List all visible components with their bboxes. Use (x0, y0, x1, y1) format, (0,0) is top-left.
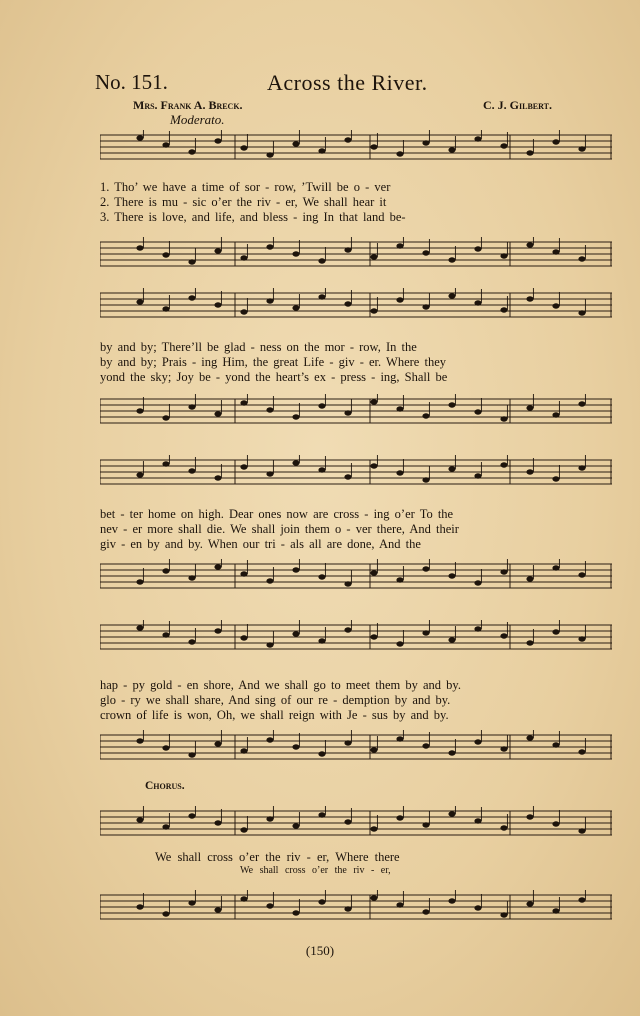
staff-lines (100, 730, 612, 764)
note-head (136, 299, 143, 304)
note-head (370, 634, 377, 639)
note-head (578, 828, 585, 833)
note-head (500, 569, 507, 574)
note-head (136, 904, 143, 909)
note-head (474, 409, 481, 414)
treble-staff (100, 130, 612, 164)
note-head (474, 905, 481, 910)
note-head (500, 912, 507, 917)
note-head (526, 405, 533, 410)
note-head (292, 631, 299, 636)
treble-staff (100, 620, 612, 654)
note-head (240, 255, 247, 260)
note-head (474, 818, 481, 823)
note-head (292, 460, 299, 465)
note-head (188, 900, 195, 905)
note-head (214, 411, 221, 416)
note-head (578, 256, 585, 261)
note-head (422, 822, 429, 827)
staff-lines (100, 620, 612, 654)
note-head (292, 744, 299, 749)
note-head (318, 751, 325, 756)
bass-staff (100, 559, 612, 593)
note-head (188, 149, 195, 154)
composer-credit: C. J. Gilbert. (483, 98, 552, 112)
note-head (578, 465, 585, 470)
note-head (474, 580, 481, 585)
note-head (578, 897, 585, 902)
note-head (526, 296, 533, 301)
note-head (292, 910, 299, 915)
note-head (344, 474, 351, 479)
note-head (162, 911, 169, 916)
note-head (396, 736, 403, 741)
note-head (136, 408, 143, 413)
chorus-lyric: We shall cross o’er the riv - er, Where there (155, 850, 400, 864)
note-head (344, 301, 351, 306)
note-head (552, 821, 559, 826)
note-head (422, 250, 429, 255)
lyric-line: 2. There is mu - sic o’er the riv - er, We shall hear it (100, 195, 387, 209)
note-head (526, 735, 533, 740)
treble-staff (100, 455, 612, 489)
note-head (162, 568, 169, 573)
note-head (396, 902, 403, 907)
lyric-line: giv - en by and by. When our tri - als all are done, And the (100, 537, 421, 551)
note-head (188, 813, 195, 818)
note-head (188, 575, 195, 580)
note-head (526, 150, 533, 155)
note-head (266, 244, 273, 249)
note-head (266, 903, 273, 908)
note-head (370, 308, 377, 313)
note-head (474, 246, 481, 251)
note-head (240, 571, 247, 576)
note-head (552, 908, 559, 913)
note-head (188, 468, 195, 473)
note-head (136, 738, 143, 743)
note-head (370, 570, 377, 575)
note-head (396, 151, 403, 156)
note-head (422, 566, 429, 571)
staff-lines (100, 130, 612, 164)
note-head (240, 748, 247, 753)
note-head (578, 146, 585, 151)
note-head (318, 148, 325, 153)
bass-staff (100, 730, 612, 764)
note-head (448, 257, 455, 262)
note-head (136, 579, 143, 584)
note-head (552, 565, 559, 570)
note-head (136, 245, 143, 250)
note-head (136, 817, 143, 822)
note-head (266, 152, 273, 157)
note-head (240, 309, 247, 314)
note-head (526, 640, 533, 645)
note-head (214, 907, 221, 912)
note-head (526, 242, 533, 247)
note-head (188, 404, 195, 409)
note-head (240, 827, 247, 832)
lyric-line: by and by; There’ll be glad - ness on the mor - row, In the (100, 340, 417, 354)
note-head (552, 249, 559, 254)
note-head (448, 466, 455, 471)
staff-lines (100, 455, 612, 489)
note-head (162, 252, 169, 257)
note-head (448, 750, 455, 755)
note-head (396, 577, 403, 582)
note-head (578, 749, 585, 754)
page-number: (150) (305, 943, 335, 958)
note-head (500, 307, 507, 312)
note-head (526, 469, 533, 474)
note-head (292, 823, 299, 828)
staff-lines (100, 559, 612, 593)
note-head (422, 304, 429, 309)
note-head (162, 461, 169, 466)
note-head (422, 140, 429, 145)
note-head (162, 824, 169, 829)
treble-staff (100, 806, 612, 840)
note-head (526, 901, 533, 906)
note-head (422, 630, 429, 635)
note-head (136, 135, 143, 140)
note-head (474, 473, 481, 478)
note-head (318, 899, 325, 904)
note-head (188, 259, 195, 264)
note-head (578, 401, 585, 406)
note-head (474, 300, 481, 305)
note-head (500, 462, 507, 467)
note-head (136, 472, 143, 477)
note-head (344, 410, 351, 415)
note-head (162, 632, 169, 637)
lyric-line: yond the sky; Joy be - yond the heart’s ex - press - ing, Shall be (100, 370, 448, 384)
lyric-line: bet - ter home on high. Dear ones now are cross - ing o’er To the (100, 507, 454, 521)
note-head (396, 406, 403, 411)
note-head (448, 811, 455, 816)
note-head (370, 747, 377, 752)
note-head (578, 572, 585, 577)
note-head (552, 476, 559, 481)
hymn-header (95, 70, 615, 127)
note-head (188, 752, 195, 757)
note-head (266, 816, 273, 821)
note-head (344, 740, 351, 745)
note-head (214, 741, 221, 746)
note-head (500, 825, 507, 830)
note-head (370, 144, 377, 149)
lyric-line: crown of life is won, Oh, we shall reign with Je - sus by and by. (100, 708, 449, 722)
note-head (240, 400, 247, 405)
note-head (552, 629, 559, 634)
note-head (240, 464, 247, 469)
note-head (344, 247, 351, 252)
chorus-bass-lyric: We shall cross o’er the riv - er, (240, 865, 391, 876)
note-head (448, 573, 455, 578)
note-head (318, 638, 325, 643)
note-head (396, 470, 403, 475)
note-head (448, 147, 455, 152)
note-head (370, 895, 377, 900)
hymn-number: No. 151. (95, 70, 168, 94)
note-head (266, 298, 273, 303)
lyric-line: hap - py gold - en shore, And we shall go to meet them by and by. (100, 678, 461, 692)
note-head (344, 581, 351, 586)
note-head (162, 745, 169, 750)
note-head (292, 251, 299, 256)
note-head (162, 142, 169, 147)
note-head (292, 567, 299, 572)
note-head (214, 248, 221, 253)
note-head (266, 407, 273, 412)
note-head (214, 564, 221, 569)
hymn-title: Across the River. (267, 70, 428, 95)
note-head (188, 295, 195, 300)
note-head (552, 303, 559, 308)
note-head (526, 576, 533, 581)
note-head (578, 636, 585, 641)
note-head (292, 305, 299, 310)
staff-lines (100, 394, 612, 428)
note-head (188, 639, 195, 644)
note-head (396, 243, 403, 248)
note-head (552, 742, 559, 747)
author-credit: Mrs. Frank A. Breck. (133, 98, 243, 112)
lyric-line: nev - er more shall die. We shall join them o - ver there, And their (100, 522, 459, 536)
note-head (396, 641, 403, 646)
note-head (136, 625, 143, 630)
note-head (292, 414, 299, 419)
bass-staff (100, 394, 612, 428)
treble-staff (100, 288, 612, 322)
note-head (214, 138, 221, 143)
note-head (422, 909, 429, 914)
note-head (292, 141, 299, 146)
note-head (214, 628, 221, 633)
note-head (552, 139, 559, 144)
note-head (370, 463, 377, 468)
note-head (240, 635, 247, 640)
lyric-line: by and by; Prais - ing Him, the great Life - giv - er. Where they (100, 355, 446, 369)
note-head (240, 145, 247, 150)
staff-lines (100, 806, 612, 840)
note-head (422, 477, 429, 482)
note-head (266, 578, 273, 583)
note-head (396, 297, 403, 302)
note-head (266, 642, 273, 647)
note-head (266, 471, 273, 476)
note-head (318, 403, 325, 408)
note-head (422, 413, 429, 418)
note-head (214, 302, 221, 307)
note-head (344, 137, 351, 142)
note-head (474, 136, 481, 141)
note-head (318, 467, 325, 472)
note-head (448, 402, 455, 407)
note-head (344, 627, 351, 632)
note-head (162, 306, 169, 311)
note-head (526, 814, 533, 819)
note-head (422, 743, 429, 748)
note-head (370, 254, 377, 259)
note-head (162, 415, 169, 420)
note-head (318, 294, 325, 299)
staff-lines (100, 288, 612, 322)
note-head (370, 826, 377, 831)
note-head (370, 399, 377, 404)
note-head (500, 253, 507, 258)
note-head (578, 310, 585, 315)
chorus-label: Chorus. (145, 780, 185, 792)
note-head (344, 819, 351, 824)
lyric-line: glo - ry we shall share, And sing of our re - demption by and by. (100, 693, 451, 707)
note-head (448, 293, 455, 298)
note-head (318, 574, 325, 579)
lyric-line: 1. Tho’ we have a time of sor - row, ’Twill be o - ver (100, 180, 391, 194)
note-head (318, 812, 325, 817)
note-head (214, 475, 221, 480)
staff-lines (100, 237, 612, 271)
note-head (474, 626, 481, 631)
bass-staff (100, 237, 612, 271)
staff-lines (100, 890, 612, 924)
note-head (448, 637, 455, 642)
note-head (344, 906, 351, 911)
note-head (214, 820, 221, 825)
note-head (240, 896, 247, 901)
note-head (318, 258, 325, 263)
note-head (500, 633, 507, 638)
lyric-line: 3. There is love, and life, and bless - ing In that land be- (100, 210, 406, 224)
note-head (448, 898, 455, 903)
note-head (266, 737, 273, 742)
note-head (396, 815, 403, 820)
note-head (474, 739, 481, 744)
note-head (552, 412, 559, 417)
bass-staff (100, 890, 612, 924)
tempo-marking: Moderato. (170, 112, 225, 127)
note-head (500, 746, 507, 751)
note-head (500, 416, 507, 421)
note-head (500, 143, 507, 148)
